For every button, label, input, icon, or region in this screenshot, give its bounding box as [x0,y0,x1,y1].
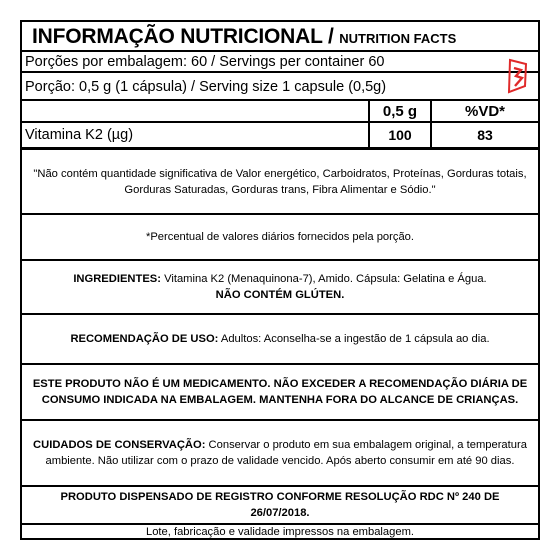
ingredients-list: Vitamina K2 (Menaquinona-7), Amido. Cápsula: Gelatina e Água. [160,273,487,285]
warning-text: ESTE PRODUTO NÃO É UM MEDICAMENTO. NÃO EXCEDER A RECOMENDAÇÃO DIÁRIA DE CONSUMO INDICADA NA EMBALAGEM. MANTENHA FORA DO ALCANCE DE CRIANÇAS. [32,378,528,406]
daily-value-note-section [22,215,538,261]
ingredients-text [73,271,486,303]
label-title [22,22,538,52]
daily-value-note: *Percentual de valores diários fornecidos pela porção. [145,231,415,243]
recommendation-body: Adultos: Aconselha-se a ingestão de 1 cápsula ao dia. [218,333,490,345]
claims-text: "Não contém quantidade significativa de Valor energético, Carboidratos, Proteínas, Gorduras totais, Gorduras Saturadas, Gorduras trans, Fibra Alimentar e Sódio." [33,167,527,196]
table-header [22,101,538,123]
ingredients-label: INGREDIENTES: [73,273,161,285]
brand-logo-icon [506,56,530,96]
recommendation-label: RECOMENDAÇÃO DE USO: [70,333,219,345]
storage-body: Conservar o produto em sua embalagem original, a temperatura ambiente. Não utilizar com o prazo de validade vencido. Após aberto consumir em até 90 dias. [45,439,527,467]
nutrient-amount: 100 [368,123,430,147]
header-dv: %VD* [430,101,538,121]
header-amount: 0,5 g [368,101,430,121]
nutrient-name: Vitamina K2 (µg) [25,127,134,143]
nutrition-label [20,20,540,540]
lot-text: Lote, fabricação e validade impressos na embalagem. [145,526,415,538]
registration-text: PRODUTO DISPENSADO DE REGISTRO CONFORME RESOLUÇÃO RDC Nº 240 DE 26/07/2018. [60,491,500,519]
servings-per-container: Porções por embalagem: 60 / Servings per container 60 [22,52,538,73]
serving-size: Porção: 0,5 g (1 cápsula) / Serving size 1 capsule (0,5g) [22,74,538,101]
storage-text [30,437,530,469]
recommendation-section [22,315,538,365]
ingredients-section [22,261,538,315]
claims-section [22,150,538,215]
gluten-notice: NÃO CONTÉM GLÚTEN. [215,289,345,301]
title-main: INFORMAÇÃO NUTRICIONAL / [32,25,340,48]
registration-section [22,487,538,525]
lot-section [22,525,538,540]
warning-section [22,365,538,421]
storage-label: CUIDADOS DE CONSERVAÇÃO: [33,439,206,451]
title-sub: NUTRITION FACTS [339,31,457,46]
storage-section [22,421,538,487]
nutrient-dv: 83 [430,123,538,147]
header-blank [22,101,368,121]
table-row [22,123,538,147]
recommendation-text [70,331,489,347]
